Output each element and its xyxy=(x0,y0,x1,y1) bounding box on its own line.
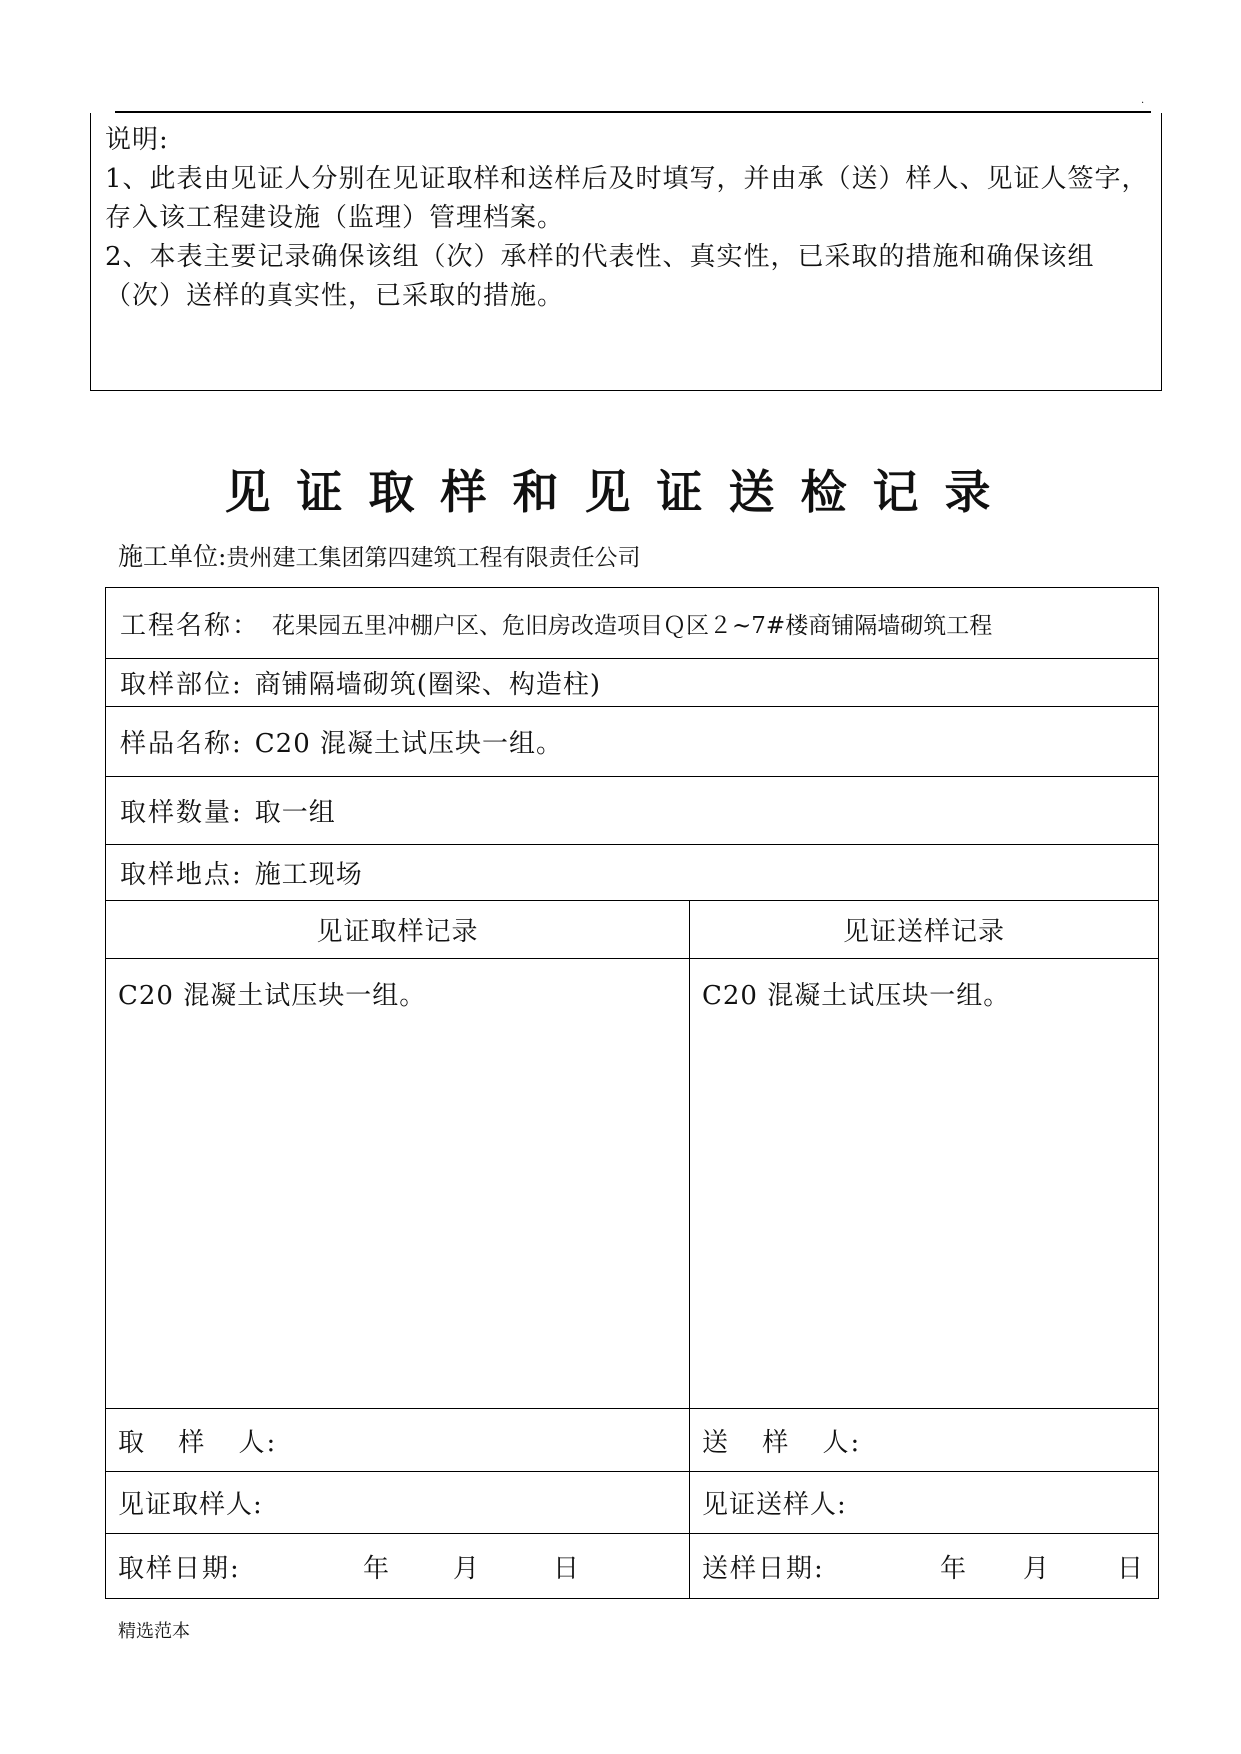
witness-sampler-label: 见证取样人: xyxy=(118,1489,263,1520)
record-table xyxy=(105,587,1159,1599)
sample-quantity-row xyxy=(106,777,1158,845)
sample-place-row xyxy=(106,845,1158,901)
content-divider xyxy=(106,1408,1158,1409)
sampling-record-header: 见证取样记录 xyxy=(316,917,479,947)
sample-location-label: 取样部位: xyxy=(120,670,243,700)
footer-note: 精选范本 xyxy=(118,1621,190,1642)
project-name-row xyxy=(106,588,1158,659)
delivery-record-content: C20 混凝土试压块一组。 xyxy=(702,981,1011,1011)
delivery-day: 日 xyxy=(1117,1553,1145,1584)
sampling-record-content: C20 混凝土试压块一组。 xyxy=(118,981,427,1011)
witness-deliverer-label: 见证送样人: xyxy=(702,1489,847,1520)
sampling-month: 月 xyxy=(453,1553,481,1584)
delivery-date-field xyxy=(690,1534,1158,1598)
sampling-day: 日 xyxy=(553,1553,581,1584)
sampling-year: 年 xyxy=(363,1553,391,1584)
sampler-field xyxy=(106,1410,689,1470)
witness-deliverer-field xyxy=(690,1472,1158,1532)
notes-heading: 说明: xyxy=(105,125,169,155)
sampling-date-field xyxy=(106,1534,689,1598)
delivery-record-header: 见证送样记录 xyxy=(842,917,1005,947)
construction-unit-label: 施工单位: xyxy=(118,542,227,571)
delivery-year: 年 xyxy=(940,1553,968,1584)
notes-line-2: 2、本表主要记录确保该组（次）承样的代表性、真实性，已采取的措施和确保该组（次）送样的真实性，已采取的措施。 xyxy=(105,242,1095,311)
construction-unit-value: 贵州建工集团第四建筑工程有限责任公司 xyxy=(226,545,641,571)
sample-quantity-value: 取一组 xyxy=(254,798,336,828)
project-name-value: 花果园五里冲棚户区、危旧房改造项目Ｑ区２~7#楼商铺隔墙砌筑工程 xyxy=(272,612,993,639)
deliverer-label: 送 样 人: xyxy=(702,1427,862,1458)
delivery-month: 月 xyxy=(1023,1553,1051,1584)
sampling-date-label: 取样日期: xyxy=(118,1553,241,1584)
notes-box xyxy=(90,113,1162,391)
notes-line-1: 1、此表由见证人分别在见证取样和送样后及时填写，并由承（送）样人、见证人签字，存入该工程建设施（监理）管理档案。 xyxy=(105,164,1149,233)
sample-place-value: 施工现场 xyxy=(254,860,363,890)
delivery-date-label: 送样日期: xyxy=(702,1553,825,1584)
sample-name-label: 样品名称: xyxy=(120,729,243,759)
project-name-label: 工程名称： xyxy=(120,610,261,641)
sampler-label: 取 样 人: xyxy=(118,1427,278,1458)
sample-location-value: 商铺隔墙砌筑(圈梁、构造柱) xyxy=(254,670,602,700)
construction-unit xyxy=(118,540,640,575)
sample-name-row xyxy=(106,707,1158,777)
page-title: 见证取样和见证送检记录 xyxy=(224,465,1017,519)
sample-place-label: 取样地点: xyxy=(120,860,243,890)
sample-quantity-label: 取样数量: xyxy=(120,798,243,828)
sample-name-value: C20 混凝土试压块一组。 xyxy=(254,729,564,759)
sample-location-row xyxy=(106,659,1158,707)
witness-sampler-field xyxy=(106,1472,689,1532)
page-dot: . xyxy=(1141,95,1145,106)
deliverer-field xyxy=(690,1410,1158,1470)
